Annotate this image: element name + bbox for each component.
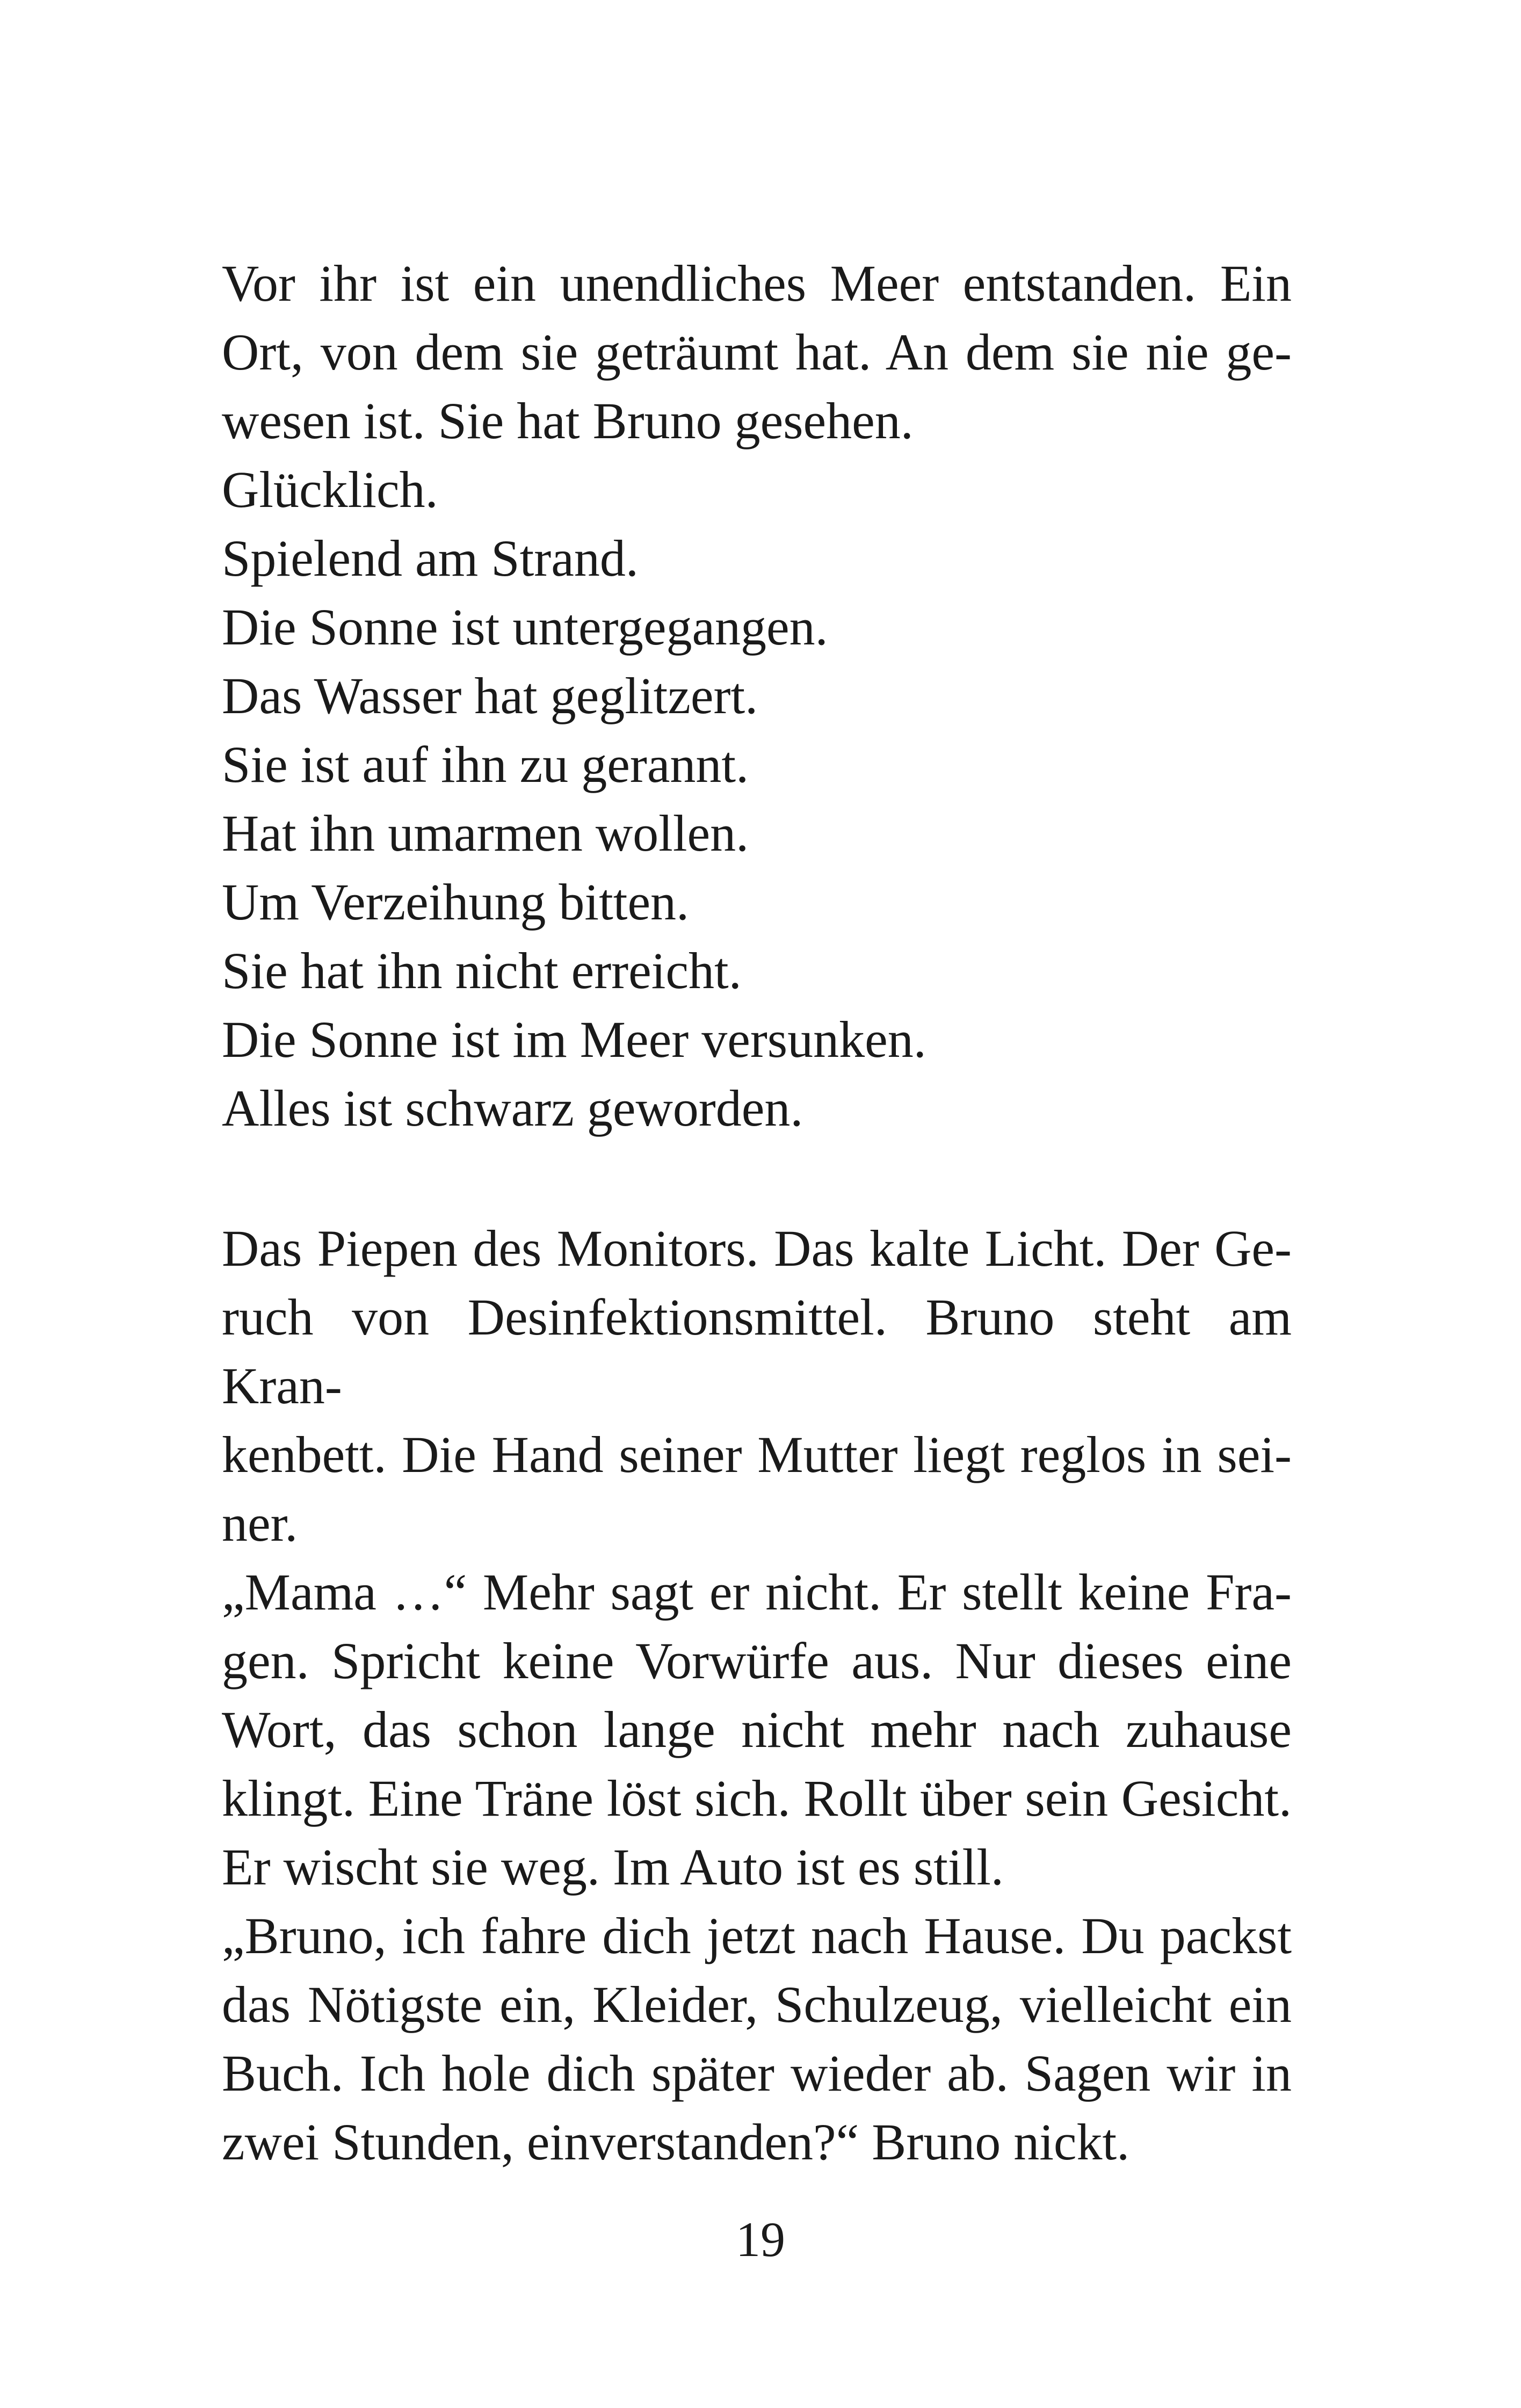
text-line: Das Piepen des Monitors. Das kalte Licht. Der Ge- — [222, 1220, 1292, 1277]
text-line: Sie hat ihn nicht erreicht. — [222, 942, 742, 999]
text-line: Hat ihn umarmen wollen. — [222, 804, 749, 862]
text-line: Die Sonne ist untergegangen. — [222, 598, 828, 656]
text-line: Sie ist auf ihn zu gerannt. — [222, 736, 749, 793]
text-line: das Nötigste ein, Kleider, Schulzeug, vielleicht ein — [222, 1976, 1292, 2033]
text-line: Alles ist schwarz geworden. — [222, 1079, 803, 1137]
text-line: Die Sonne ist im Meer versunken. — [222, 1011, 926, 1068]
text-line: wesen ist. Sie hat Bruno gesehen. — [222, 392, 914, 449]
text-line: gen. Spricht keine Vorwürfe aus. Nur dieses eine — [222, 1632, 1292, 1689]
text-line: Das Wasser hat geglitzert. — [222, 667, 758, 724]
page-number: 19 — [736, 2212, 785, 2267]
text-line: klingt. Eine Träne löst sich. Rollt über sein Gesicht. — [222, 1769, 1292, 1827]
text-line: „Bruno, ich fahre dich jetzt nach Hause. Du packst — [222, 1907, 1292, 1964]
text-line: Vor ihr ist ein unendliches Meer entstanden. Ein — [222, 255, 1292, 312]
text-line: zwei Stunden, einverstanden?“ Bruno nickt. — [222, 2113, 1130, 2171]
text-line: „Mama …“ Mehr sagt er nicht. Er stellt keine Fra- — [222, 1563, 1292, 1621]
text-line: Buch. Ich hole dich später wieder ab. Sagen wir in — [222, 2044, 1292, 2102]
text-line: kenbett. Die Hand seiner Mutter liegt reglos in sei- — [222, 1426, 1292, 1483]
text-line: ner. — [222, 1495, 298, 1552]
paragraph-dream — [222, 249, 1292, 1143]
text-line: Er wischt sie weg. Im Auto ist es still. — [222, 1838, 1004, 1896]
text-line: Wort, das schon lange nicht mehr nach zuhause — [222, 1701, 1292, 1758]
text-line: Spielend am Strand. — [222, 530, 639, 587]
text-line: Ort, von dem sie geträumt hat. An dem sie nie ge- — [222, 323, 1292, 381]
text-line: Um Verzeihung bitten. — [222, 873, 690, 931]
text-line: Glücklich. — [222, 461, 438, 518]
text-line: ruch von Desinfektionsmittel. Bruno steht am Kran- — [222, 1288, 1292, 1415]
paragraph-hospital — [222, 1214, 1292, 2177]
